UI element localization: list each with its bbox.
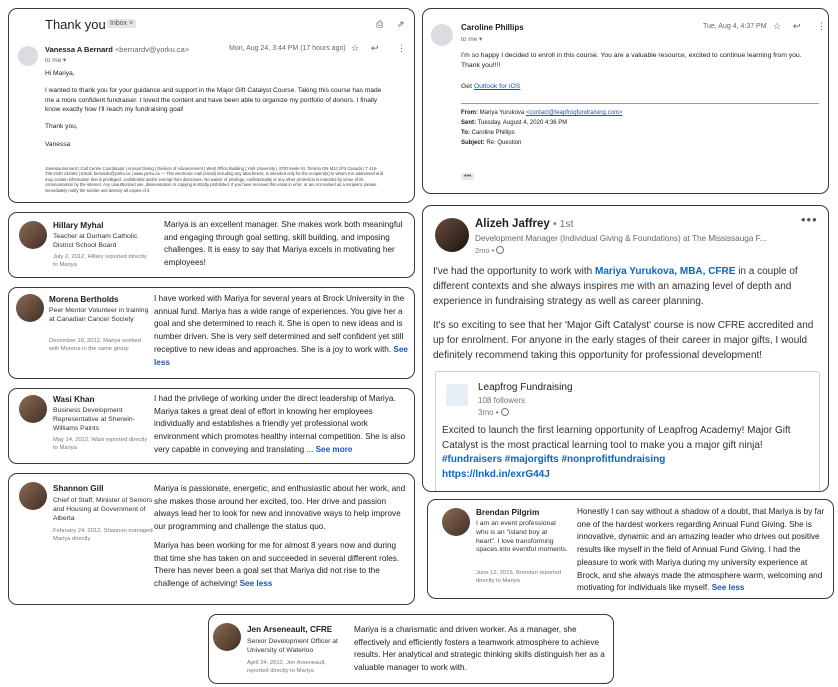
recommender-name[interactable]: Morena Bertholds (49, 295, 119, 304)
greeting: Hi Mariya, (45, 70, 75, 77)
reply-icon[interactable]: ↩ (793, 21, 801, 31)
recommendation-text: I have worked with Mariya for several years at Brock University in the annual fund. Mariya has a wide range of experiences. You give her a goal and she determined to reach it. She is open to new ideas and is number driven. She is very self determined and self confident yet still receptive to new ideas and approaches. She is a joy to work with. See less (154, 294, 408, 367)
recipient-dropdown[interactable]: to me ▾ (45, 57, 67, 64)
sender-name: Vanessa A Bernard <bernardv@yorku.ca> (45, 45, 190, 54)
recommendation-card (8, 212, 415, 278)
avatar (442, 508, 470, 536)
open-new-window-icon[interactable]: ⇗ (397, 19, 405, 29)
recommendation-card (8, 473, 415, 605)
recommendation-meta: May 14, 2012, Wasi reported directly to Mariya (53, 437, 148, 451)
recommendation-meta: December 18, 2012, Mariya worked with Morena in the same group (49, 338, 141, 352)
email-caroline (422, 8, 829, 194)
sender-avatar (18, 46, 38, 66)
recommender-headline: Peer Mentor Volunteer in training at Canadian Cancer Society (49, 307, 149, 323)
recommender-name[interactable]: Wasi Khan (53, 395, 95, 404)
email-body (45, 69, 387, 157)
see-less-link[interactable]: See less (711, 583, 745, 593)
recommender-headline: Chief of Staff, Minister of Seniors and Housing at Government of Alberta (53, 497, 153, 522)
recommendation-text: Mariya is passionate, energetic, and enthusiastic about her work, and she makes those around her excited, too. Her drive and passion always lead her to look for new and innovative ways to help improve our programming and challenge the status quo. Mariya has been working for me for almost 8 years now and during that time she has taken on and succeeded in several different roles. There has never been a goal set that Mariya did not rise to the challenge of acheiving! See less (154, 484, 406, 588)
quoted-header: From: Mariya Yurukova <contact@leapfrogfundraising.com> Sent: Tuesday, August 4, 2020 4:36 PM To: Caroline Phillips Subject: Re: Question (461, 110, 623, 146)
shared-time: 3mo • (478, 408, 509, 417)
email-signature: Vanessa Bernard | Call Centre Coordinator | Annual Giving | Division of Advancement | West Office Building | York University | 4700 Keele St. Toronto ON M3J 1P3 Canada | T 416-736-2100 x33463 | Email: bernardv@yorku.ca | www.yorku.ca — This electronic mail (email) including any attachment, is intended only for the recipient(s) to whom it is addressed and may contain information that is privileged, confidential and/or exempt from disclosure. No waiver of privilege, confidentiality or any other protection is intended by virtue of its communication by the internet. Any unauthorized use, dissemination or copying is strictly prohibited. If you have received this email in error, or are not named as a recipient, please immediately notify the sender and destroy all copies of it. (45, 166, 384, 193)
email-thank-you (8, 8, 415, 203)
recommendation-card (8, 287, 415, 379)
star-icon[interactable]: ☆ (773, 21, 782, 31)
recommender-headline: Senior Development Officer at University of Waterloo (247, 638, 338, 654)
recommender-name[interactable]: Shannon Gill (53, 484, 104, 493)
more-options-icon[interactable]: ••• (801, 212, 818, 227)
signoff: Vanessa (45, 140, 71, 148)
recommendation-meta: July 2, 2012, Hillary reported directly to Mariya (53, 254, 147, 268)
globe-icon (496, 246, 504, 254)
sender-name: Caroline Phillips (461, 23, 524, 32)
recommendation-meta: April 24, 2012, Jen Arseneault, reported directly to Mariya (247, 660, 326, 674)
recommendation-card (208, 614, 614, 684)
star-icon[interactable]: ☆ (351, 43, 360, 53)
avatar (19, 221, 47, 249)
avatar (16, 294, 44, 322)
outlook-link[interactable]: Outlook for iOS (473, 83, 521, 90)
follower-count: 108 followers (478, 396, 526, 405)
recommender-name[interactable]: Brendan Pilgrim (476, 508, 540, 517)
mention-link[interactable]: Mariya Yurukova, MBA, CFRE (595, 266, 736, 277)
globe-icon (501, 408, 509, 416)
see-more-link[interactable]: See more (315, 444, 353, 454)
email-message: I'm so happy I decided to enroll in this course. You are a valuable resource, excited to continue learning from you. Thank you!!!! (461, 52, 802, 70)
print-icon[interactable]: ⎙ (376, 19, 384, 29)
outlook-footer: Get Outlook for iOS (461, 83, 521, 90)
recommendation-meta: February 24, 2012, Shannon managed Mariya directly (53, 528, 153, 542)
body-paragraph: I wanted to thank you for your guidance and support in the Major Gift Catalyst Course. Taking this course has made me a more confident fundraiser. I loved the content and have been able to organize my portfolio of donors. I finally know exactly how I'll reach my fundraising goal! (45, 87, 382, 114)
post-time: 2mo • (475, 246, 504, 255)
shared-post[interactable] (435, 371, 820, 492)
recipient-dropdown[interactable]: to me ▾ (461, 36, 483, 43)
avatar (19, 482, 47, 510)
avatar (19, 395, 47, 423)
connection-degree: • 1st (552, 218, 574, 230)
more-vert-icon[interactable]: ⋮ (817, 21, 826, 31)
post-text: I've had the opportunity to work with Mariya Yurukova, MBA, CFRE in a couple of different contexts and she always inspires me with an amazing level of depth and experience in fundraising strategy as well as career planning. It's so exciting to see that her 'Major Gift Catalyst' course is now CFRE accredited and up for enrolment. For anyone in the early stages of their career in major gifts, I would definitely recommend taking this opportunity for professional development! (433, 266, 814, 361)
company-logo (446, 384, 468, 406)
author-headline: Development Manager (Individual Giving & Foundations) at The Mississauga F... (475, 234, 767, 243)
more-vert-icon[interactable]: ⋮ (397, 43, 406, 53)
recommender-name[interactable]: Jen Arseneault, CFRE (247, 625, 333, 634)
shared-link[interactable]: https://lnkd.in/exrG44J (442, 468, 550, 480)
quoted-email-link[interactable]: <contact@leapfrogfundraising.com> (525, 110, 623, 116)
recommender-headline: I am an event professional who is an "island boy at heart". I love transforming spaces into eventful moments. (476, 520, 568, 554)
see-less-link[interactable]: See less (154, 344, 408, 367)
sender-avatar (431, 24, 453, 46)
shared-text: Excited to launch the first learning opportunity of Leapfrog Academy! Major Gift Catalyst is the most practical learning tool to make you a major gift ninja! #fundraisers #majorgifts #nonprofitfundraising https://lnkd.in/exrG44J (442, 424, 817, 482)
linkedin-post (422, 205, 829, 492)
shared-company-name[interactable]: Leapfrog Fundraising (478, 382, 573, 393)
divider (461, 103, 819, 104)
recommender-name[interactable]: Hillary Myhal (53, 221, 104, 230)
sender-email: <bernardv@yorku.ca> (114, 45, 190, 54)
recommendation-card (8, 388, 415, 464)
email-subject: Thank you (45, 17, 106, 32)
avatar (213, 623, 241, 651)
recommendation-text: Mariya is a charismatic and driven worker. As a manager, she effectively and efficiently fosters a teamwork atmosphere to achieve results. Her analytical and strategic thinking skills distinguish her as a valuable manager to work with. (354, 625, 605, 673)
recommendation-card (427, 499, 834, 599)
show-trimmed-button[interactable]: ••• (461, 173, 474, 180)
hashtags[interactable]: #fundraisers #majorgifts #nonprofitfundraising (442, 454, 666, 465)
recommender-headline: Teacher at Durham Catholic District School Board (53, 233, 138, 249)
closing: Thank you, (45, 123, 78, 131)
recommendation-text: Honestly I can say without a shadow of a doubt, that Mariya is by far one of the hardest workers regarding Annual Fund Giving. She is innovative, dynamic and an amazing leader who drives out positive results like myself in the field of Annual Fund Giving. I had the pleasure to work with Mariya during my university experience at Brock, and she always made the atmosphere warm, welcoming and motivating for individuals like myself. See less (577, 507, 825, 593)
avatar (435, 218, 469, 252)
see-less-link[interactable]: See less (239, 578, 273, 588)
recommendation-text: I had the privilege of working under the direct leadership of Mariya. Mariya takes a great deal of effort in knowing her employees individually and establishes a friendly yet professional work environment which promotes healthy internal competition. She is also very capable in conveying and translating ... See more (154, 394, 406, 454)
recommender-headline: Business Development Representative at Sherwin-Williams Paints (53, 407, 135, 432)
inbox-label-badge[interactable]: Inbox × (107, 19, 136, 28)
email-date: Tue, Aug 4, 4:37 PM (703, 23, 767, 30)
post-author[interactable]: Alizeh Jaffrey • 1st (475, 218, 574, 230)
email-date: Mon, Aug 24, 3:44 PM (17 hours ago) (229, 45, 346, 52)
reply-icon[interactable]: ↩ (371, 43, 379, 53)
recommendation-meta: June 12, 2015, Brendan reported directly to Mariya (476, 570, 562, 584)
recommendation-text: Mariya is an excellent manager. She makes work both meaningful and engaging through goal setting, skill building, and imposing challenges. It is easy to say that Mariya excels in motivating her employees! (164, 220, 403, 268)
